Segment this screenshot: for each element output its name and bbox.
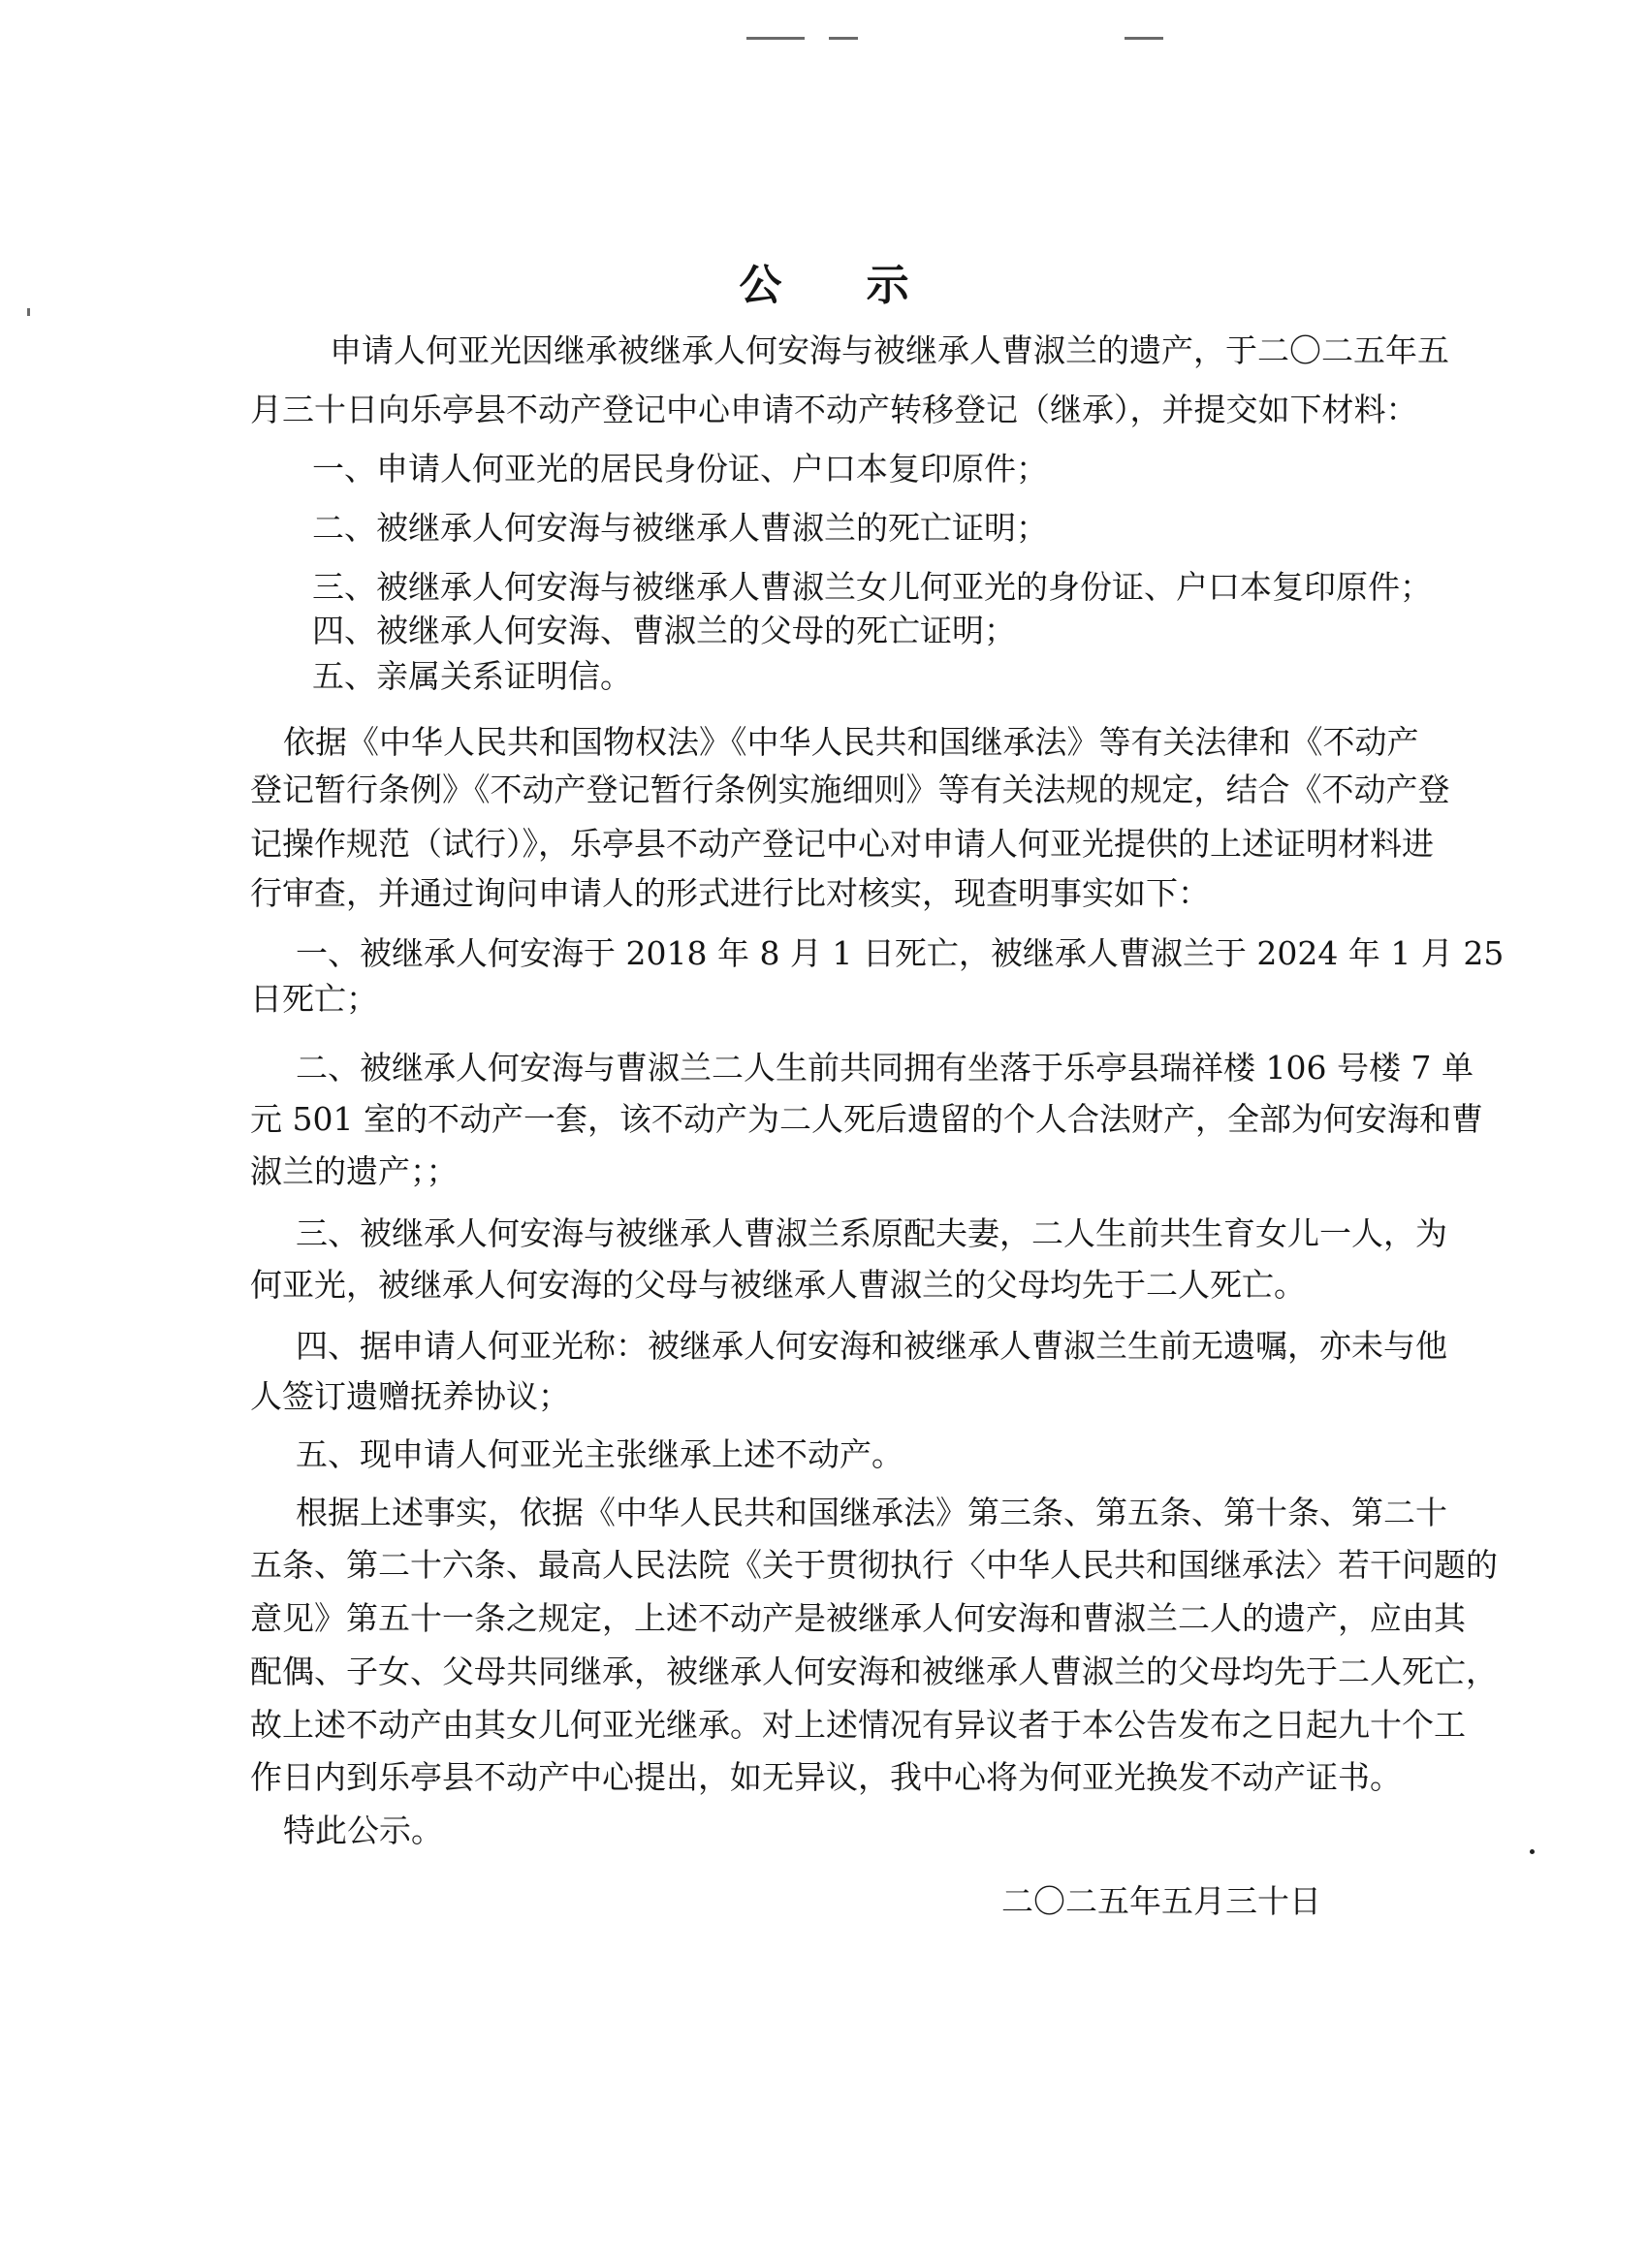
publish-date: 二〇二五年五月三十日 xyxy=(1001,1882,1321,1920)
page-title: 公 示 xyxy=(739,261,944,310)
body-line: 五条、第二十六条、最高人民法院《关于贯彻执行〈中华人民共和国继承法〉若干问题的 xyxy=(250,1546,1498,1584)
body-line: 依据《中华人民共和国物权法》《中华人民共和国继承法》等有关法律和《不动产 xyxy=(283,723,1419,761)
body-line: 特此公示。 xyxy=(283,1811,443,1849)
scan-artifact xyxy=(829,37,858,40)
body-line: 一、申请人何亚光的居民身份证、户口本复印原件； xyxy=(312,450,1048,488)
body-line: 元 501 室的不动产一套，该不动产为二人死后遗留的个人合法财产，全部为何安海和曹 xyxy=(250,1100,1483,1138)
body-line: 记操作规范（试行）》，乐亭县不动产登记中心对申请人何亚光提供的上述证明材料进 xyxy=(250,825,1434,863)
body-line: 根据上述事实，依据《中华人民共和国继承法》第三条、第五条、第十条、第二十 xyxy=(296,1494,1447,1531)
body-line: 人签订遗赠抚养协议； xyxy=(250,1377,570,1415)
body-line: 故上述不动产由其女儿何亚光继承。对上述情况有异议者于本公告发布之日起九十个工 xyxy=(250,1706,1466,1744)
scan-artifact xyxy=(1125,37,1163,40)
body-line: 三、被继承人何安海与被继承人曹淑兰系原配夫妻，二人生前共生育女儿一人，为 xyxy=(296,1214,1447,1252)
body-line: 何亚光，被继承人何安海的父母与被继承人曹淑兰的父母均先于二人死亡。 xyxy=(250,1266,1306,1304)
body-line: 四、被继承人何安海、曹淑兰的父母的死亡证明； xyxy=(312,612,1016,649)
body-line: 四、据申请人何亚光称：被继承人何安海和被继承人曹淑兰生前无遗嘱，亦未与他 xyxy=(296,1327,1447,1365)
body-line: 作日内到乐亭县不动产中心提出，如无异议，我中心将为何亚光换发不动产证书。 xyxy=(250,1758,1402,1796)
body-line: 行审查，并通过询问申请人的形式进行比对核实，现查明事实如下： xyxy=(250,874,1210,912)
body-line: 月三十日向乐亭县不动产登记中心申请不动产转移登记（继承），并提交如下材料： xyxy=(250,391,1418,428)
body-line: 二、被继承人何安海与曹淑兰二人生前共同拥有坐落于乐亭县瑞祥楼 106 号楼 7 单 xyxy=(296,1049,1474,1087)
body-line: 登记暂行条例》《不动产登记暂行条例实施细则》等有关法规的规定，结合《不动产登 xyxy=(250,771,1450,808)
body-line: 日死亡； xyxy=(250,980,378,1018)
scan-artifact xyxy=(1530,1849,1535,1854)
body-line: 五、现申请人何亚光主张继承上述不动产。 xyxy=(296,1435,903,1473)
body-line: 淑兰的遗产；； xyxy=(250,1152,459,1190)
scan-artifact xyxy=(746,37,805,40)
body-line: 配偶、子女、父母共同继承，被继承人何安海和被继承人曹淑兰的父母均先于二人死亡， xyxy=(250,1653,1498,1690)
body-line: 五、亲属关系证明信。 xyxy=(312,657,632,695)
body-line: 意见》第五十一条之规定，上述不动产是被继承人何安海和曹淑兰二人的遗产，应由其 xyxy=(250,1599,1466,1637)
body-line: 三、被继承人何安海与被继承人曹淑兰女儿何亚光的身份证、户口本复印原件； xyxy=(312,568,1432,606)
body-line: 二、被继承人何安海与被继承人曹淑兰的死亡证明； xyxy=(312,509,1048,547)
body-line: 申请人何亚光因继承被继承人何安海与被继承人曹淑兰的遗产，于二〇二五年五 xyxy=(330,331,1449,369)
body-line: 一、被继承人何安海于 2018 年 8 月 1 日死亡，被继承人曹淑兰于 2024 年 1 月 25 xyxy=(296,934,1505,972)
